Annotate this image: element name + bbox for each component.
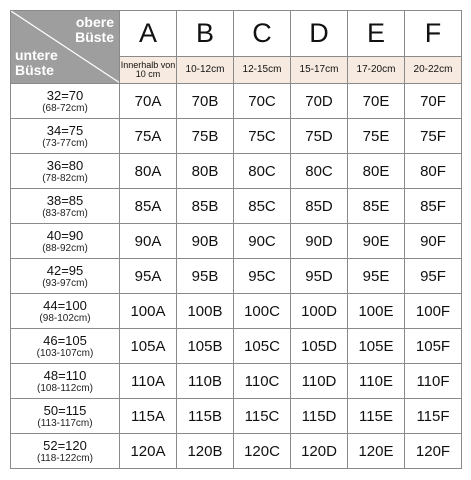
size-cell: 75C (234, 119, 291, 154)
size-cell: 95A (120, 259, 177, 294)
size-table-body (11, 84, 462, 469)
table-row (11, 84, 462, 119)
size-cell: 95F (405, 259, 462, 294)
band-size-label: 50=115 (43, 402, 87, 418)
band-size-cell (11, 399, 120, 434)
band-size-label: 36=80 (46, 157, 84, 173)
cup-range: 17-20cm (348, 56, 405, 83)
size-cell: 95C (234, 259, 291, 294)
size-cell: 75E (348, 119, 405, 154)
table-row (11, 154, 462, 189)
band-size-cell (11, 189, 120, 224)
band-range-label: (78-82cm) (42, 172, 88, 184)
size-cell: 85A (120, 189, 177, 224)
size-cell: 120C (234, 434, 291, 469)
band-range-label: (118-122cm) (37, 452, 93, 464)
band-range-label: (98-102cm) (39, 312, 91, 324)
band-range-label: (113-117cm) (37, 417, 93, 429)
size-cell: 85F (405, 189, 462, 224)
size-cell: 100B (177, 294, 234, 329)
band-range-label: (88-92cm) (42, 242, 88, 254)
table-row (11, 434, 462, 469)
size-cell: 85B (177, 189, 234, 224)
size-cell: 120B (177, 434, 234, 469)
size-cell: 110B (177, 364, 234, 399)
cup-range: Innerhalb von 10 cm (120, 56, 177, 83)
size-cell: 105A (120, 329, 177, 364)
size-cell: 90E (348, 224, 405, 259)
size-cell: 95E (348, 259, 405, 294)
size-cell: 100A (120, 294, 177, 329)
cup-header: B (177, 11, 234, 57)
band-size-label: 48=110 (43, 367, 87, 383)
table-row (11, 399, 462, 434)
size-cell: 80E (348, 154, 405, 189)
table-row (11, 329, 462, 364)
size-cell: 70A (120, 84, 177, 119)
size-cell: 75D (291, 119, 348, 154)
band-size-cell (11, 84, 120, 119)
size-cell: 100D (291, 294, 348, 329)
size-cell: 80B (177, 154, 234, 189)
size-cell: 85E (348, 189, 405, 224)
band-size-cell (11, 364, 120, 399)
size-cell: 105B (177, 329, 234, 364)
table-row (11, 224, 462, 259)
size-cell: 100C (234, 294, 291, 329)
size-cell: 110E (348, 364, 405, 399)
size-cell: 115B (177, 399, 234, 434)
band-range-label: (73-77cm) (42, 137, 88, 149)
band-range-label: (108-112cm) (37, 382, 93, 394)
size-cell: 90C (234, 224, 291, 259)
size-cell: 110D (291, 364, 348, 399)
size-cell: 110C (234, 364, 291, 399)
size-cell: 115C (234, 399, 291, 434)
size-cell: 100F (405, 294, 462, 329)
band-size-cell (11, 119, 120, 154)
band-size-cell (11, 294, 120, 329)
band-range-label: (103-107cm) (36, 347, 94, 359)
size-cell: 90D (291, 224, 348, 259)
lower-bust-label: untere Büste (15, 47, 58, 78)
size-cell: 105E (348, 329, 405, 364)
size-cell: 120F (405, 434, 462, 469)
size-cell: 70B (177, 84, 234, 119)
band-size-cell (11, 224, 120, 259)
band-size-label: 44=100 (43, 297, 87, 313)
size-cell: 95B (177, 259, 234, 294)
upper-bust-label: obere Büste (75, 14, 114, 45)
band-size-label: 42=95 (46, 262, 84, 278)
band-size-label: 34=75 (46, 122, 84, 138)
size-cell: 80C (234, 154, 291, 189)
corner-header-cell (11, 11, 120, 84)
size-cell: 100E (348, 294, 405, 329)
size-cell: 120E (348, 434, 405, 469)
band-size-cell (11, 154, 120, 189)
size-cell: 95D (291, 259, 348, 294)
table-row (11, 364, 462, 399)
size-cell: 70F (405, 84, 462, 119)
size-cell: 110A (120, 364, 177, 399)
size-cell: 80C (291, 154, 348, 189)
size-cell: 105F (405, 329, 462, 364)
band-size-label: 38=85 (46, 192, 84, 208)
size-cell: 90F (405, 224, 462, 259)
cup-header: F (405, 11, 462, 57)
size-cell: 85D (291, 189, 348, 224)
table-row (11, 294, 462, 329)
cup-header: D (291, 11, 348, 57)
cup-range: 10-12cm (177, 56, 234, 83)
size-cell: 75A (120, 119, 177, 154)
band-size-cell (11, 329, 120, 364)
band-size-label: 40=90 (46, 227, 84, 243)
band-size-label: 52=120 (43, 437, 87, 453)
size-cell: 115A (120, 399, 177, 434)
table-row (11, 189, 462, 224)
band-range-label: (93-97cm) (42, 277, 88, 289)
header-cup-row (11, 11, 462, 57)
band-range-label: (68-72cm) (42, 102, 88, 114)
cup-range: 12-15cm (234, 56, 291, 83)
size-cell: 70E (348, 84, 405, 119)
cup-header: A (120, 11, 177, 57)
band-size-label: 32=70 (46, 87, 84, 103)
size-cell: 115E (348, 399, 405, 434)
cup-range: 15-17cm (291, 56, 348, 83)
size-cell: 90A (120, 224, 177, 259)
size-cell: 115D (291, 399, 348, 434)
size-cell: 70D (291, 84, 348, 119)
size-cell: 105C (234, 329, 291, 364)
band-size-cell (11, 259, 120, 294)
bra-size-table (10, 10, 462, 469)
size-cell: 75F (405, 119, 462, 154)
size-cell: 90B (177, 224, 234, 259)
table-row (11, 119, 462, 154)
cup-header: C (234, 11, 291, 57)
size-cell: 120A (120, 434, 177, 469)
cup-header: E (348, 11, 405, 57)
band-range-label: (83-87cm) (42, 207, 88, 219)
size-cell: 75B (177, 119, 234, 154)
size-cell: 110F (405, 364, 462, 399)
table-row (11, 259, 462, 294)
size-cell: 80F (405, 154, 462, 189)
size-cell: 85C (234, 189, 291, 224)
size-cell: 120D (291, 434, 348, 469)
cup-range: 20-22cm (405, 56, 462, 83)
size-cell: 70C (234, 84, 291, 119)
band-size-label: 46=105 (43, 332, 87, 348)
size-cell: 80A (120, 154, 177, 189)
size-cell: 105D (291, 329, 348, 364)
size-cell: 115F (405, 399, 462, 434)
band-size-cell (11, 434, 120, 469)
